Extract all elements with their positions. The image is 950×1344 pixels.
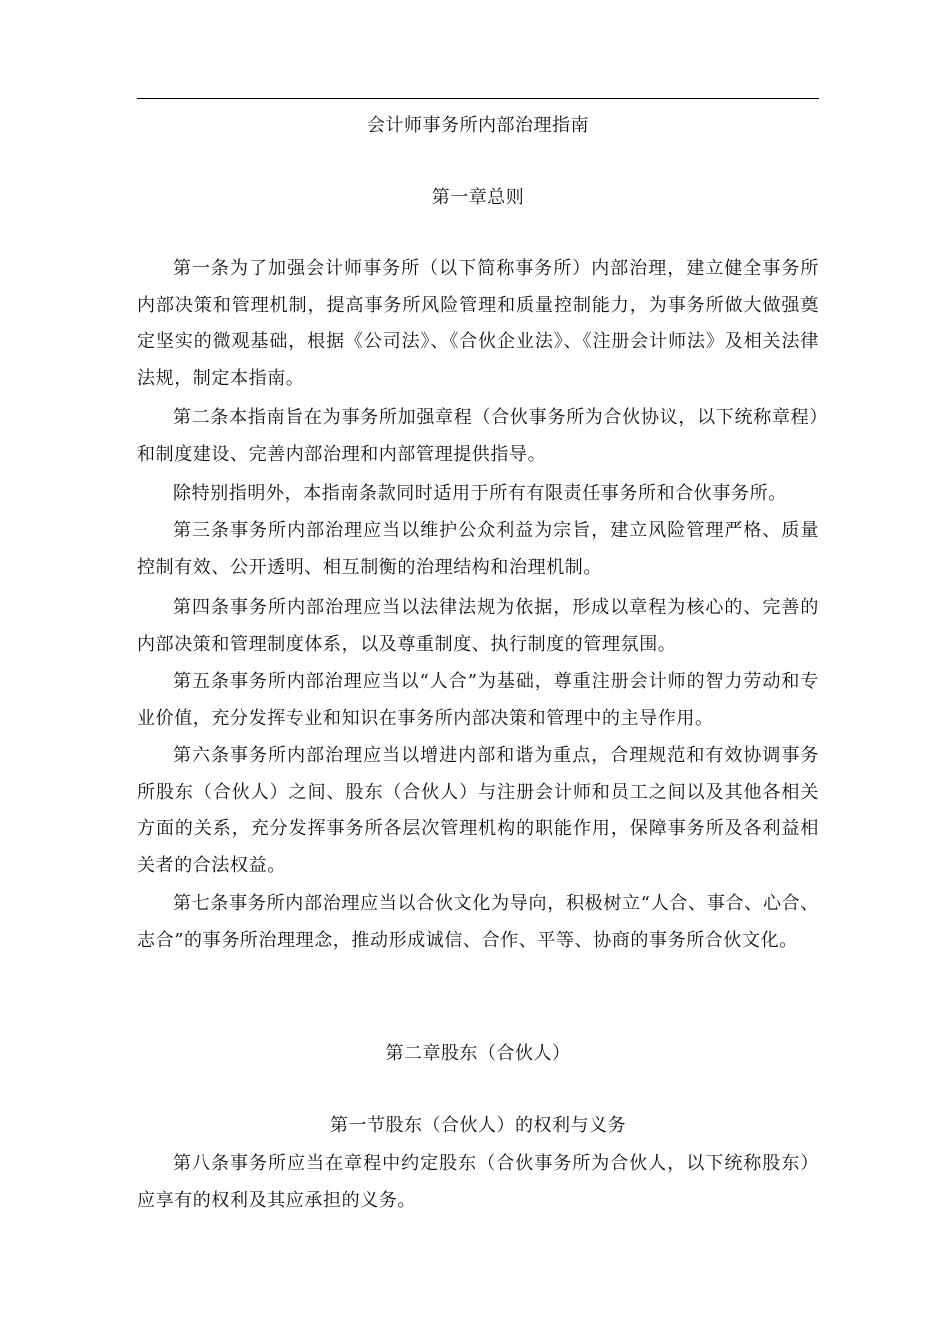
article-1: 第一条为了加强会计师事务所（以下简称事务所）内部治理，建立健全事务所内部决策和管理机制，提高事务所风险管理和质量控制能力，为事务所做大做强奠定坚实的微观基础，根据《公司法》、《合伙企业法》、《注册会计师法》及相关法律法规，制定本指南。 [137,258,819,389]
article-5: 第五条事务所内部治理应当以“人合”为基础，尊重注册会计师的智力劳动和专业价值，充分发挥专业和知识在事务所内部决策和管理中的主导作用。 [137,671,819,729]
article-4: 第四条事务所内部治理应当以法律法规为依据，形成以章程为核心的、完善的内部决策和管理制度体系，以及尊重制度、执行制度的管理氛围。 [137,597,819,655]
article-6: 第六条事务所内部治理应当以增进内部和谐为重点，合理规范和有效协调事务所股东（合伙人）之间、股东（合伙人）与注册会计师和员工之间以及其他各相关方面的关系，充分发挥事务所各层次管理机构的职能作用，保障事务所及各利益相关者的合法权益。 [137,745,819,876]
header-rule [137,98,819,99]
chapter-1-heading: 第一章总则 [431,187,525,208]
chapter-2-heading: 第二章股东（合伙人） [385,1043,571,1064]
applicability-note: 除特别指明外，本指南条款同时适用于所有有限责任事务所和合伙事务所。 [173,483,787,504]
article-8: 第八条事务所应当在章程中约定股东（合伙事务所为合伙人，以下统称股东）应享有的权利及其应承担的义务。 [137,1153,819,1211]
article-3: 第三条事务所内部治理应当以维护公众利益为宗旨，建立风险管理严格、质量控制有效、公开透明、相互制衡的治理结构和治理机制。 [137,520,819,578]
section-1-heading: 第一节股东（合伙人）的权利与义务 [330,1115,626,1136]
article-7: 第七条事务所内部治理应当以合伙文化为导向，积极树立“人合、事合、心合、志合”的事务所治理理念，推动形成诚信、合作、平等、协商的事务所合伙文化。 [137,893,819,951]
document-title: 会计师事务所内部治理指南 [367,115,589,136]
article-2: 第二条本指南旨在为事务所加强章程（合伙事务所为合伙协议，以下统称章程）和制度建设、完善内部治理和内部管理提供指导。 [137,407,819,465]
